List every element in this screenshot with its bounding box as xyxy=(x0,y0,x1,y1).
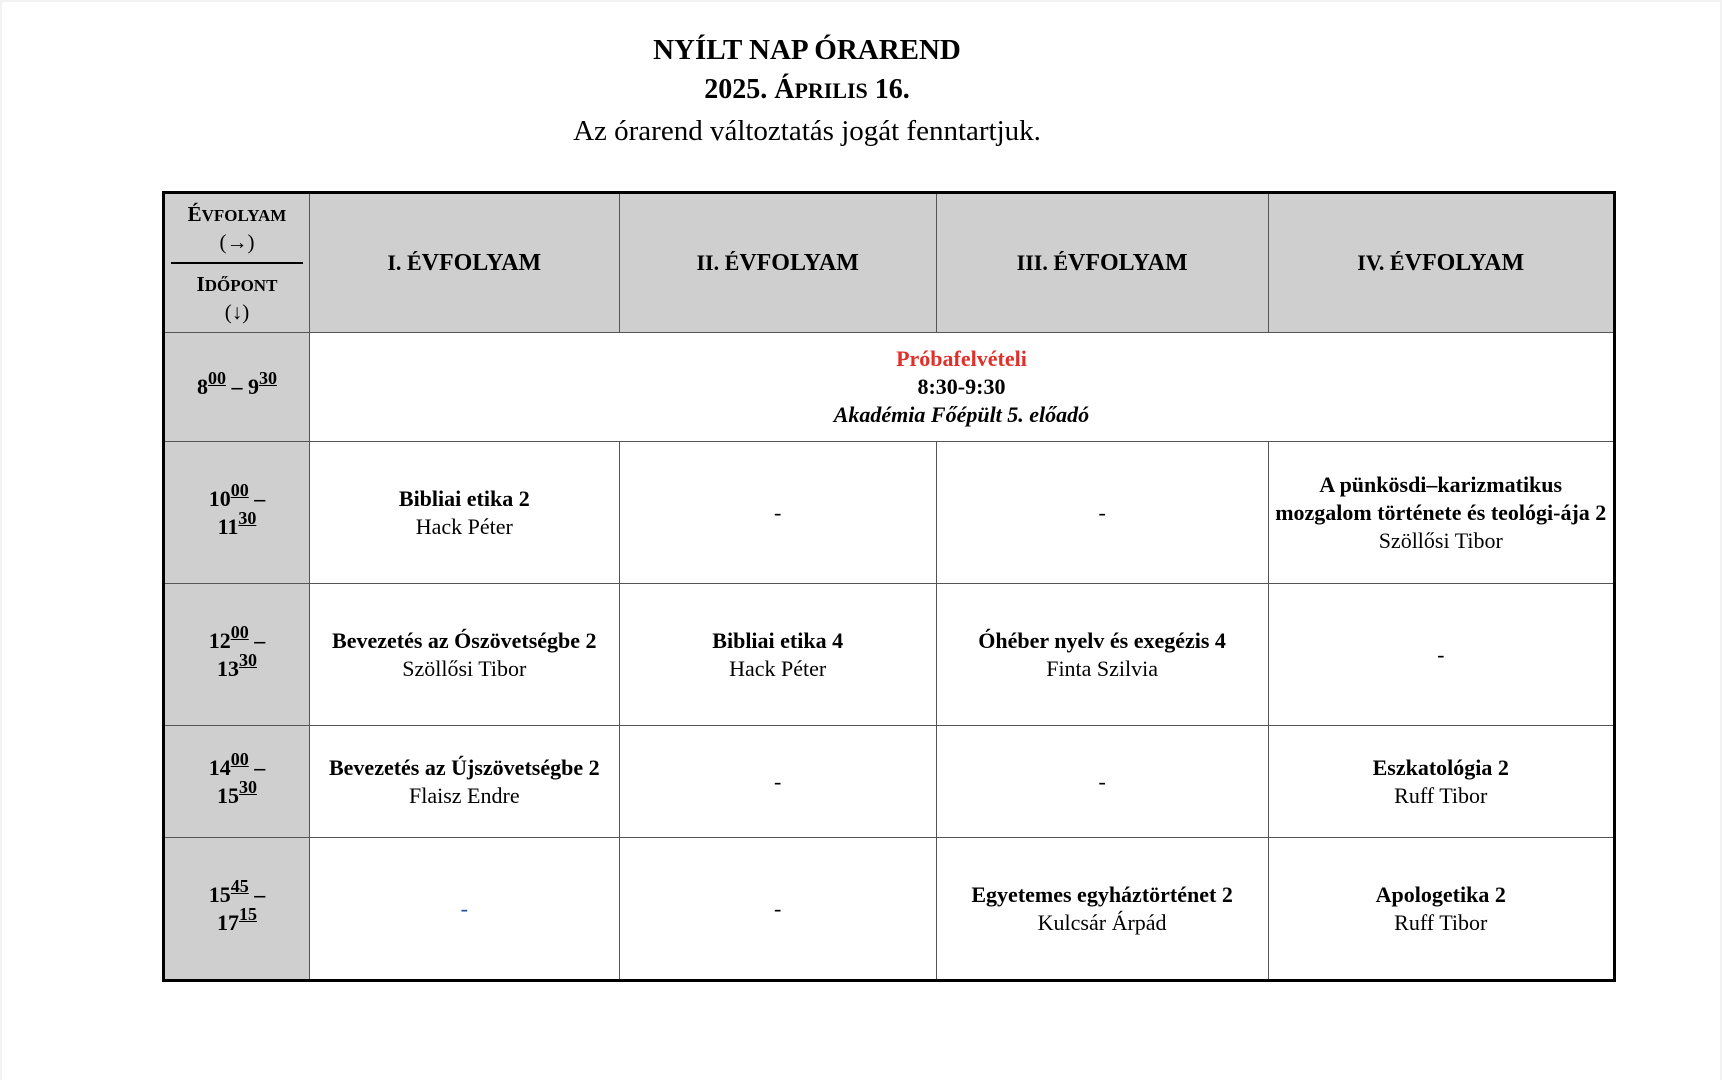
corner-header xyxy=(164,193,310,333)
grade-header-1: I. ÉVFOLYAM xyxy=(309,193,619,333)
grade-header-row xyxy=(164,193,1615,333)
grade-header-2: II. ÉVFOLYAM xyxy=(619,193,936,333)
table-row xyxy=(164,838,1615,981)
time-slot: $12^{00}$ – $13^{30}$ xyxy=(164,584,310,726)
grade-header-3: III. ÉVFOLYAM xyxy=(936,193,1268,333)
table-row xyxy=(164,584,1615,726)
empty-cell: - xyxy=(309,838,619,981)
time-slot: $15^{45}$ – $17^{15}$ xyxy=(164,838,310,981)
time-slot: $14^{00}$ – $15^{30}$ xyxy=(164,726,310,838)
corner-time-label: IDŐPONT (↓) xyxy=(196,272,278,324)
table-row xyxy=(164,442,1615,584)
empty-cell: - xyxy=(619,442,936,584)
page-title: NYÍLT NAP ÓRAREND xyxy=(653,34,961,66)
class-cell: Egyetemes egyháztörténet 2 Kulcsár Árpád xyxy=(936,838,1268,981)
class-cell: Bevezetés az Ószövetségbe 2 Szöllősi Tibor xyxy=(309,584,619,726)
schedule-date: 2025. ÁPRILIS 16. xyxy=(704,74,910,105)
table-row xyxy=(164,726,1615,838)
empty-cell: - xyxy=(936,726,1268,838)
empty-cell: - xyxy=(619,726,936,838)
corner-grade-label: ÉVFOLYAM (→) xyxy=(171,194,303,264)
trial-location: Akadémia Főépült 5. előadó xyxy=(833,402,1090,427)
class-cell: Eszkatológia 2 Ruff Tibor xyxy=(1268,726,1615,838)
class-cell: Óhéber nyelv és exegézis 4 Finta Szilvia xyxy=(936,584,1268,726)
empty-cell: - xyxy=(936,442,1268,584)
time-slot: $8^{00} - 9^{30}$ xyxy=(164,333,310,442)
trial-admission-cell xyxy=(309,333,1614,442)
document-page xyxy=(2,2,1720,1080)
class-cell: Apologetika 2 Ruff Tibor xyxy=(1268,838,1615,981)
timetable xyxy=(162,191,1616,982)
change-notice: Az órarend változtatás jogát fenntartjuk. xyxy=(573,115,1041,147)
class-cell: A pünkösdi–karizmatikus mozgalom története és teológi-ája 2 Szöllősi Tibor xyxy=(1268,442,1615,584)
class-cell: Bibliai etika 4 Hack Péter xyxy=(619,584,936,726)
empty-cell: - xyxy=(619,838,936,981)
class-cell: Bibliai etika 2 Hack Péter xyxy=(309,442,619,584)
document-header xyxy=(2,30,1612,151)
empty-cell: - xyxy=(1268,584,1615,726)
table-row xyxy=(164,333,1615,442)
class-cell: Bevezetés az Újszövetségbe 2 Flaisz Endre xyxy=(309,726,619,838)
trial-time: 8:30-9:30 xyxy=(917,374,1006,399)
trial-title: Próbafelvételi xyxy=(896,346,1027,371)
grade-header-4: IV. ÉVFOLYAM xyxy=(1268,193,1615,333)
time-slot: $10^{00}$ – $11^{30}$ xyxy=(164,442,310,584)
